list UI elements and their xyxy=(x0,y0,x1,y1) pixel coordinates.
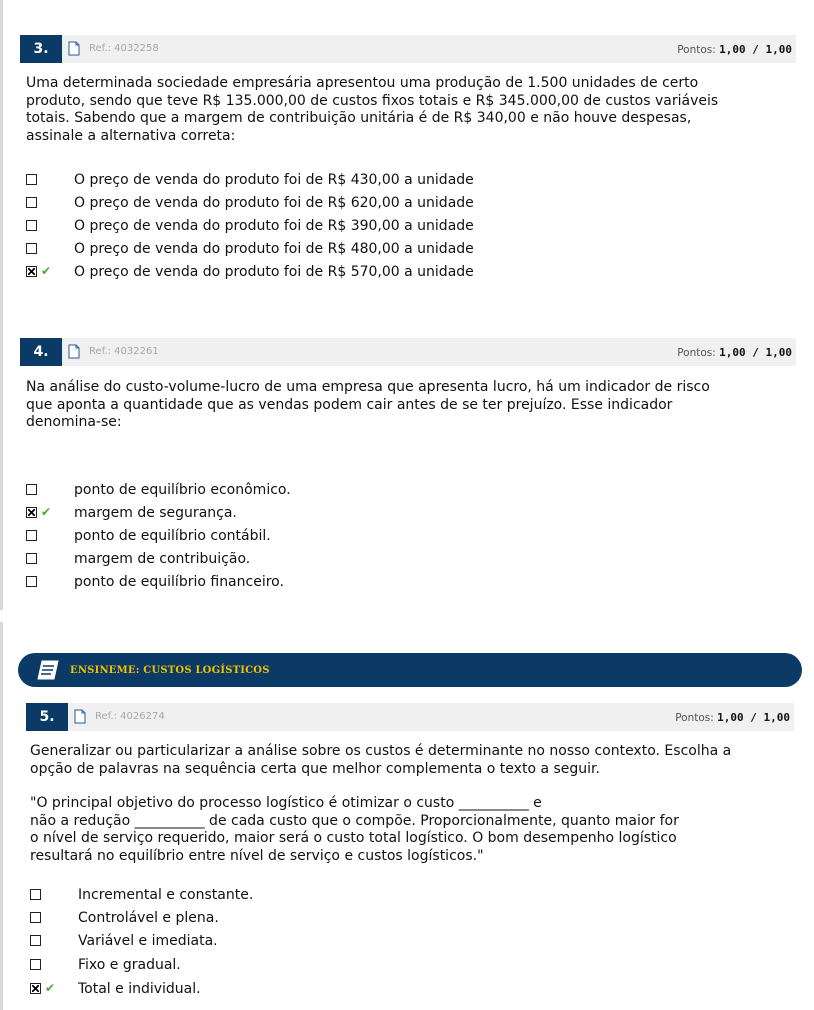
answer-option[interactable] xyxy=(26,550,726,572)
option-label: Incremental e constante. xyxy=(78,887,254,903)
answer-option[interactable] xyxy=(30,932,730,954)
question-number: 4. xyxy=(20,338,62,366)
option-label: margem de contribuição. xyxy=(74,551,251,567)
section-banner xyxy=(18,653,802,687)
correct-check-icon: ✔ xyxy=(41,505,52,519)
checkbox[interactable] xyxy=(30,959,41,970)
question-text: Generalizar ou particularizar a análise sobre os custos é determinante no nosso contexto. Escolha a opção de palavras na sequência certa que melhor complementa o texto a seguir. xyxy=(30,743,732,777)
answer-option[interactable] xyxy=(26,217,726,239)
checkbox[interactable] xyxy=(26,484,37,495)
checkbox[interactable] xyxy=(30,889,41,900)
answer-option[interactable] xyxy=(26,504,726,526)
option-label: ponto de equilíbrio econômico. xyxy=(74,482,291,498)
answer-option[interactable] xyxy=(30,909,730,931)
checkbox[interactable] xyxy=(26,553,37,564)
checkbox[interactable] xyxy=(26,197,37,208)
checkbox[interactable] xyxy=(26,243,37,254)
answer-option[interactable] xyxy=(26,573,726,595)
document-icon[interactable] xyxy=(68,41,80,56)
question-ref: Ref.: 4032258 xyxy=(89,43,159,54)
option-label: Variável e imediata. xyxy=(78,933,218,949)
question-number: 3. xyxy=(20,35,62,63)
left-border xyxy=(0,0,3,610)
question-ref: Ref.: 4026274 xyxy=(95,711,165,722)
option-label: O preço de venda do produto foi de R$ 620,00 a unidade xyxy=(74,195,474,211)
answer-option[interactable] xyxy=(30,956,730,978)
option-label: Controlável e plena. xyxy=(78,910,219,926)
checkbox-checked[interactable] xyxy=(30,983,41,994)
option-label: O preço de venda do produto foi de R$ 480,00 a unidade xyxy=(74,241,474,257)
checkbox-checked[interactable] xyxy=(26,266,37,277)
checkbox[interactable] xyxy=(26,220,37,231)
checkbox[interactable] xyxy=(30,912,41,923)
option-label: Total e individual. xyxy=(78,981,201,997)
document-icon[interactable] xyxy=(68,344,80,359)
checkbox[interactable] xyxy=(26,576,37,587)
option-label: ponto de equilíbrio financeiro. xyxy=(74,574,284,590)
question-header xyxy=(20,338,796,366)
answer-option[interactable] xyxy=(26,194,726,216)
answer-option[interactable] xyxy=(26,171,726,193)
question-header xyxy=(26,703,794,731)
answer-option[interactable] xyxy=(26,481,726,503)
question-points: Pontos: 1,00 / 1,00 xyxy=(677,346,792,359)
checkbox[interactable] xyxy=(26,530,37,541)
checkbox[interactable] xyxy=(30,935,41,946)
option-label: Fixo e gradual. xyxy=(78,957,181,973)
answer-option[interactable] xyxy=(26,240,726,262)
answer-option[interactable] xyxy=(26,527,726,549)
answer-option[interactable] xyxy=(30,980,730,1002)
left-border xyxy=(0,622,3,1010)
checkbox-checked[interactable] xyxy=(26,507,37,518)
option-label: margem de segurança. xyxy=(74,505,237,521)
option-label: O preço de venda do produto foi de R$ 390,00 a unidade xyxy=(74,218,474,234)
question-quote: "O principal objetivo do processo logístico é otimizar o custo __________ e não a redução __________ de cada custo que o compõe. Proporcionalmente, quanto maior for o nível de serviço requerido, maior será o custo total logístico. O bom desempenho logístico resultará no equilíbrio entre nível de serviço e custos logísticos." xyxy=(30,795,679,864)
correct-check-icon: ✔ xyxy=(45,981,56,995)
correct-check-icon: ✔ xyxy=(41,264,52,278)
question-header xyxy=(20,35,796,63)
question-points: Pontos: 1,00 / 1,00 xyxy=(677,43,792,56)
question-ref: Ref.: 4032261 xyxy=(89,346,159,357)
document-icon[interactable] xyxy=(74,709,86,724)
question-text: Uma determinada sociedade empresária apresentou uma produção de 1.500 unidades de certo produto, sendo que teve R$ 135.000,00 de custos fixos totais e R$ 345.000,00 de custos variáveis totais. Sabendo que a margem de contribuição unitária é de R$ 340,00 e não houve despesas, assinale a alternativa correta: xyxy=(26,75,719,144)
question-number: 5. xyxy=(26,703,68,731)
option-label: O preço de venda do produto foi de R$ 430,00 a unidade xyxy=(74,172,474,188)
checkbox[interactable] xyxy=(26,174,37,185)
question-text: Na análise do custo-volume-lucro de uma empresa que apresenta lucro, há um indicador de risco que aponta a quantidade que as vendas podem cair antes de se ter prejuízo. Esse indicador denomina-se: xyxy=(26,379,710,430)
option-label: O preço de venda do produto foi de R$ 570,00 a unidade xyxy=(74,264,474,280)
option-label: ponto de equilíbrio contábil. xyxy=(74,528,271,544)
question-points: Pontos: 1,00 / 1,00 xyxy=(675,711,790,724)
book-icon xyxy=(36,660,60,680)
answer-option[interactable] xyxy=(30,886,730,908)
section-title: ENSINEME: CUSTOS LOGÍSTICOS xyxy=(70,665,270,676)
answer-option[interactable] xyxy=(26,263,726,285)
